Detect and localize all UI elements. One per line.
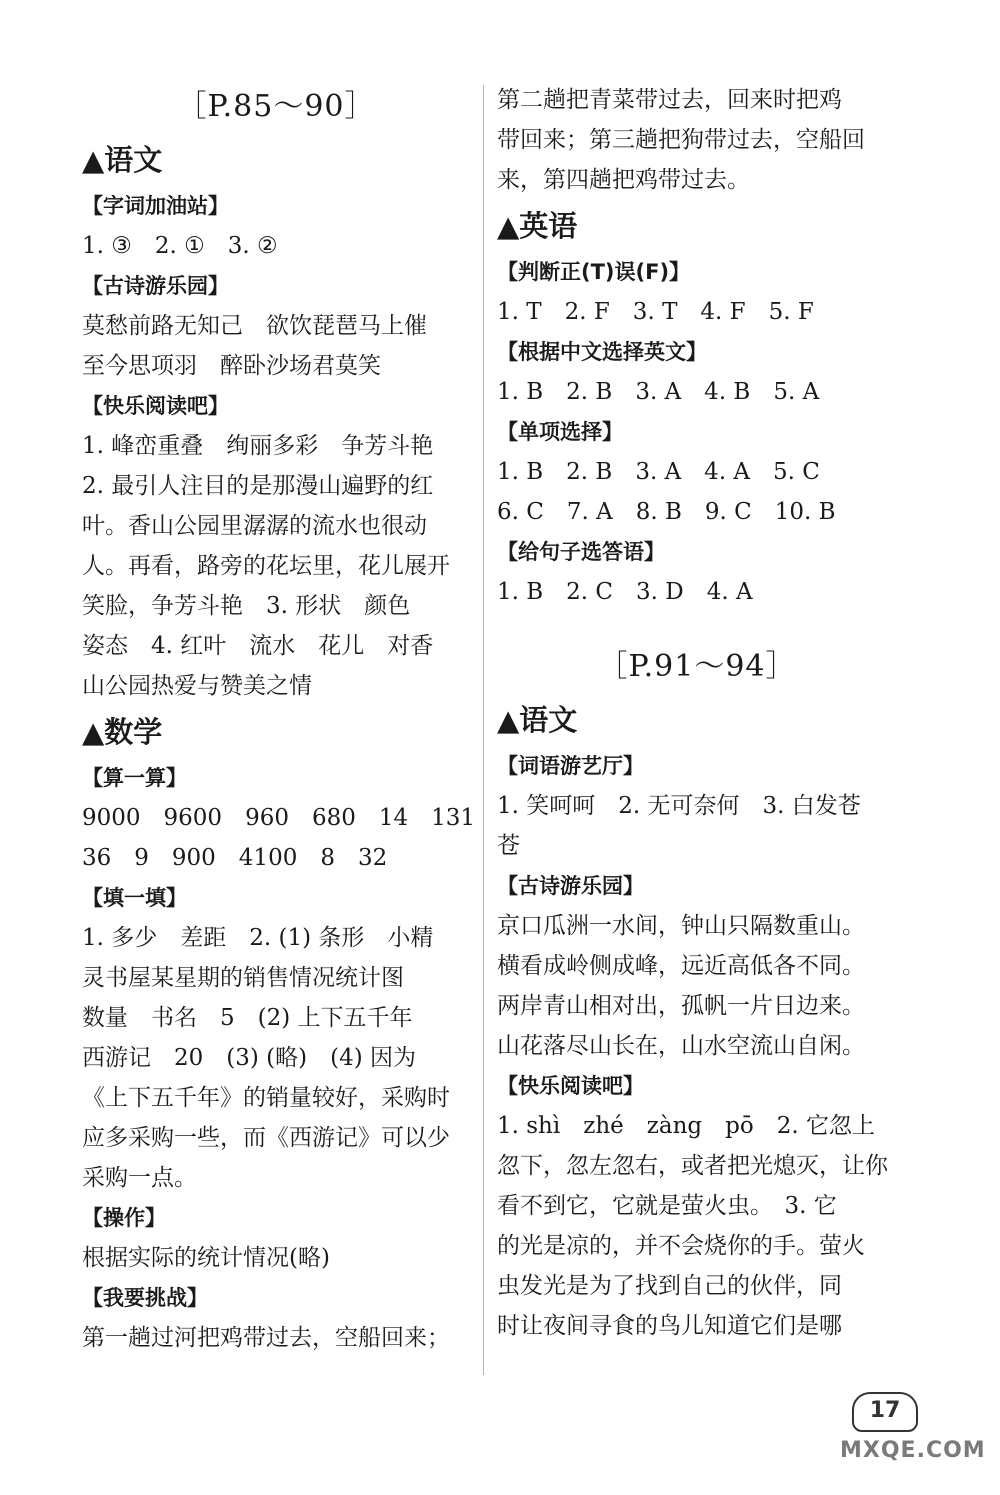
answer-line: 西游记 20 (3) (略) (4) 因为 [82,1045,416,1071]
section-heading: 【操作】 [82,1206,166,1230]
answer-line: 叶。香山公园里潺潺的流水也很动 [82,513,427,539]
answer-line: 根据实际的统计情况(略) [82,1245,330,1271]
answer-line: 第二趟把青菜带过去，回来时把鸡 [497,87,842,113]
answer-line: 第一趟过河把鸡带过去，空船回来； [82,1325,450,1351]
section-heading: 【快乐阅读吧】 [497,1074,644,1098]
answer-line: 的光是凉的，并不会烧你的手。萤火 [497,1233,865,1259]
left-column [82,80,476,1358]
answer-line: 1. shì zhé zàng pō 2. 它忽上 [497,1113,875,1139]
answer-line: 看不到它，它就是萤火虫。 3. 它 [497,1193,837,1219]
section-heading: 【词语游艺厅】 [497,754,644,778]
section-heading: 【给句子选答语】 [497,540,665,564]
right-column [497,80,897,1346]
answer-line: 姿态 4. 红叶 流水 花儿 对香 [82,633,434,659]
page-range-label: ［P.91～94］ [597,649,797,684]
page-range-label: ［P.85～90］ [176,89,376,124]
subject-heading-chinese: ▲语文 [497,703,578,737]
answer-line: 36 9 900 4100 8 32 [82,845,388,871]
answer-line: 9000 9600 960 680 14 131 [82,805,476,831]
answer-line: 灵书屋某星期的销售情况统计图 [82,965,404,991]
section-heading: 【填一填】 [82,886,187,910]
section-heading: 【我要挑战】 [82,1286,208,1310]
site-watermark: MXQE.COM [840,1438,986,1463]
answer-line: 带回来；第三趟把狗带过去，空船回 [497,127,865,153]
answer-line: 莫愁前路无知己 欲饮琵琶马上催 [82,313,427,339]
page-number-badge: 17 [852,1392,918,1432]
subject-heading-chinese: ▲语文 [82,143,163,177]
answer-line: 采购一点。 [82,1165,197,1191]
answer-line: 至今思项羽 醉卧沙场君莫笑 [82,353,381,379]
answer-line: 京口瓜洲一水间，钟山只隔数重山。 [497,913,865,939]
section-heading: 【字词加油站】 [82,194,229,218]
answer-line: 忽下，忽左忽右，或者把光熄灭，让你 [497,1153,888,1179]
subject-heading-english: ▲英语 [497,209,578,243]
answer-line: 1. T 2. F 3. T 4. F 5. F [497,299,814,325]
answer-line: 苍 [497,833,520,859]
section-heading: 【根据中文选择英文】 [497,340,707,364]
spacer [497,612,897,640]
subject-heading-math: ▲数学 [82,715,163,749]
section-heading: 【快乐阅读吧】 [82,394,229,418]
answer-line: 人。再看，路旁的花坛里，花儿展开 [82,553,450,579]
column-divider [483,85,484,1375]
answer-line: 6. C 7. A 8. B 9. C 10. B [497,499,836,525]
answer-line: 1. 峰峦重叠 绚丽多彩 争芳斗艳 [82,433,434,459]
answer-line: 1. ③ 2. ① 3. ② [82,233,278,259]
section-heading: 【古诗游乐园】 [497,874,644,898]
answer-line: 1. B 2. B 3. A 4. B 5. A [497,379,820,405]
answer-line: 1. 多少 差距 2. (1) 条形 小精 [82,925,434,951]
answer-line: 1. B 2. B 3. A 4. A 5. C [497,459,820,485]
answer-line: 《上下五千年》的销量较好，采购时 [82,1085,450,1111]
answer-line: 山花落尽山长在，山水空流山自闲。 [497,1033,865,1059]
answer-line: 横看成岭侧成峰，远近高低各不同。 [497,953,865,979]
answer-line: 应多采购一些，而《西游记》可以少 [82,1125,450,1151]
answer-line: 1. 笑呵呵 2. 无可奈何 3. 白发苍 [497,793,861,819]
section-heading: 【算一算】 [82,766,187,790]
answer-line: 2. 最引人注目的是那漫山遍野的红 [82,473,434,499]
answer-line: 虫发光是为了找到自己的伙伴，同 [497,1273,842,1299]
answer-line: 1. B 2. C 3. D 4. A [497,579,753,605]
section-heading: 【单项选择】 [497,420,623,444]
answer-line: 笑脸，争芳斗艳 3. 形状 颜色 [82,593,411,619]
answer-line: 山公园热爱与赞美之情 [82,673,312,699]
answer-line: 数量 书名 5 (2) 上下五千年 [82,1005,413,1031]
answer-line: 来，第四趟把鸡带过去。 [497,167,750,193]
answer-line: 时让夜间寻食的鸟儿知道它们是哪 [497,1313,842,1339]
answer-line: 两岸青山相对出，孤帆一片日边来。 [497,993,865,1019]
section-heading: 【判断正(T)误(F)】 [497,260,691,284]
section-heading: 【古诗游乐园】 [82,274,229,298]
